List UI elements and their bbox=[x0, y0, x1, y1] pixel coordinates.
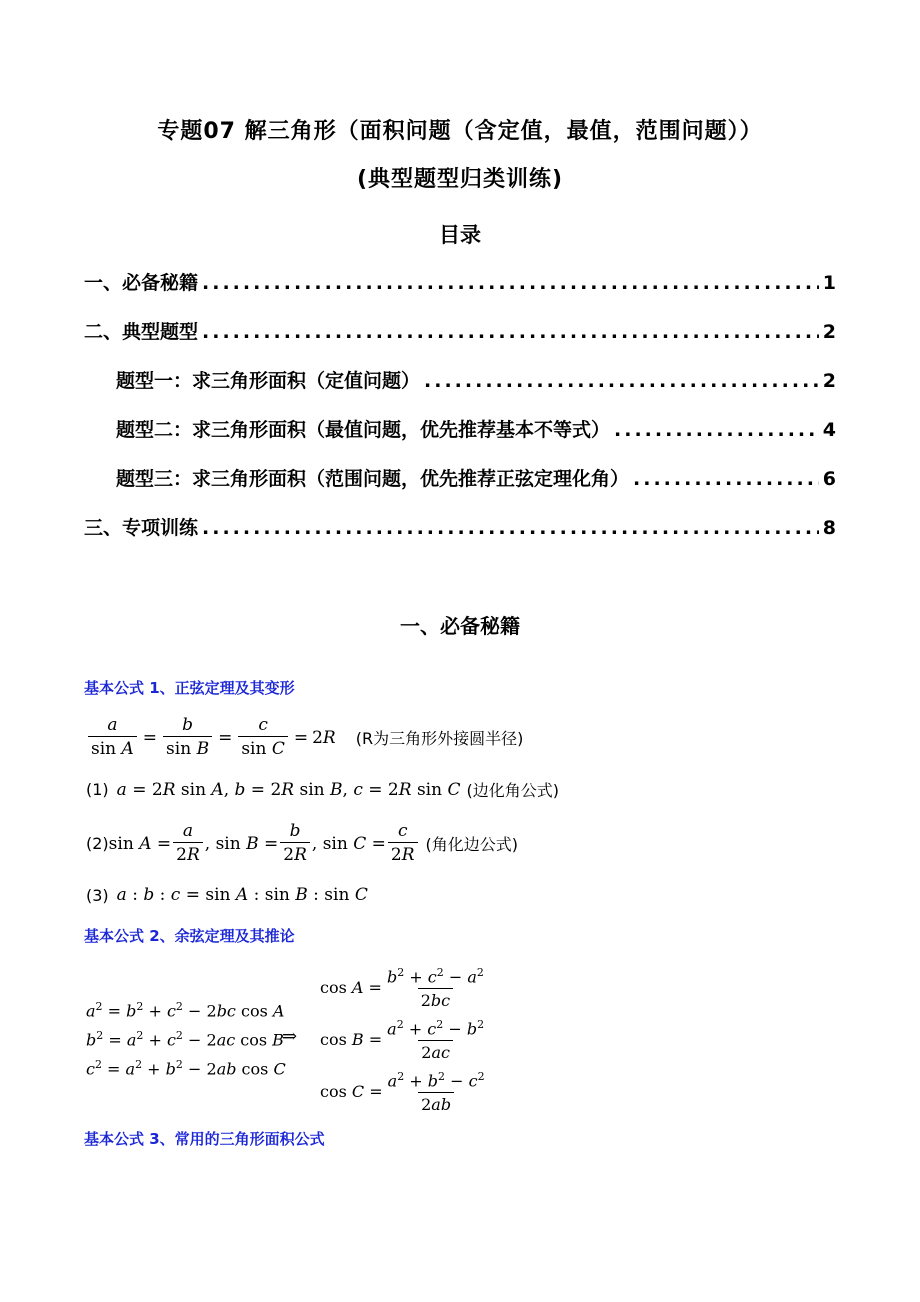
cosine-law-a: $a^2 = b^2 + c^2 - 2bc$ cos A bbox=[86, 1000, 285, 1021]
sine-law-formula: $\frac{a}{\text{sin A}}$ = $\frac{b}{\text{sin B}}$ = $\frac{c}{\text{sin C}}$ = 2R (R为三角形外接圆半径) bbox=[86, 714, 523, 761]
toc-item-training[interactable] bbox=[84, 513, 836, 543]
formula-item-1: (1) a = 2R sin A, b = 2R sin B, c = 2R sin C (边化角公式) bbox=[86, 779, 559, 800]
sine-law-note: (R为三角形外接圆半径) bbox=[355, 729, 524, 748]
document-title-line2: (典型题型归类训练) bbox=[356, 167, 564, 192]
toc-item-label: 题型一：求三角形面积（定值问题） bbox=[116, 370, 421, 392]
formula2-title: 基本公式 2、余弦定理及其推论 bbox=[84, 927, 295, 945]
cosine-corollary-a: cos A = $\frac{b^2 + c^2 - a^2}{2bc}$ bbox=[320, 962, 489, 1013]
document-title-line1: 专题07 解三角形（面积问题（含定值，最值，范围问题）） bbox=[157, 119, 763, 144]
toc-item-type3[interactable] bbox=[116, 464, 836, 494]
toc-item-label: 题型二：求三角形面积（最值问题，优先推荐基本不等式） bbox=[116, 419, 611, 441]
implies-arrow: ⇒ bbox=[282, 1026, 298, 1047]
cosine-law-c: $c^2 = a^2 + b^2 - 2ab$ cos C bbox=[86, 1058, 286, 1079]
toc-leader-dots bbox=[424, 370, 819, 392]
toc-leader-dots bbox=[633, 468, 819, 490]
toc-item-label: 二、典型题型 bbox=[84, 321, 199, 343]
toc-item-label: 题型三：求三角形面积（范围问题，优先推荐正弦定理化角） bbox=[116, 468, 630, 490]
toc-item-essentials[interactable] bbox=[84, 268, 836, 298]
toc-item-label: 一、必备秘籍 bbox=[84, 272, 199, 294]
toc-page-number: 6 bbox=[822, 468, 836, 490]
toc-page-number: 2 bbox=[822, 321, 836, 343]
toc-leader-dots bbox=[202, 272, 819, 294]
toc-item-type2[interactable] bbox=[116, 415, 836, 445]
toc-page-number: 8 bbox=[822, 517, 836, 539]
toc-page-number: 2 bbox=[822, 370, 836, 392]
cosine-corollary-b: cos B = $\frac{a^2 + c^2 - b^2}{2ac}$ bbox=[320, 1014, 489, 1065]
cosine-law-b: $b^2 = a^2 + c^2 - 2ac$ cos B bbox=[86, 1029, 284, 1050]
toc-item-typical[interactable] bbox=[84, 317, 836, 347]
section-heading: 一、必备秘籍 bbox=[400, 614, 520, 638]
formula3-title: 基本公式 3、常用的三角形面积公式 bbox=[84, 1130, 325, 1148]
toc-page-number: 4 bbox=[822, 419, 836, 441]
toc-leader-dots bbox=[202, 517, 819, 539]
toc-heading: 目录 bbox=[439, 223, 481, 247]
toc-page-number: 1 bbox=[822, 272, 836, 294]
toc-item-label: 三、专项训练 bbox=[84, 517, 199, 539]
toc-item-type1[interactable] bbox=[116, 366, 836, 396]
toc-leader-dots bbox=[202, 321, 819, 343]
cosine-corollary-c: cos C = $\frac{a^2 + b^2 - c^2}{2ab}$ bbox=[320, 1066, 490, 1117]
formula-item-3: (3) a : b : c = sin A : sin B : sin C bbox=[86, 885, 368, 905]
formula1-title: 基本公式 1、正弦定理及其变形 bbox=[84, 679, 295, 697]
formula-item-2: (2) sin A = $\frac{a}{2R}$ , sin B = $\frac{b}{2R}$ , sin C = $\frac{c}{2R}$ (角化边公式) bbox=[86, 821, 519, 865]
toc-leader-dots bbox=[614, 419, 819, 441]
